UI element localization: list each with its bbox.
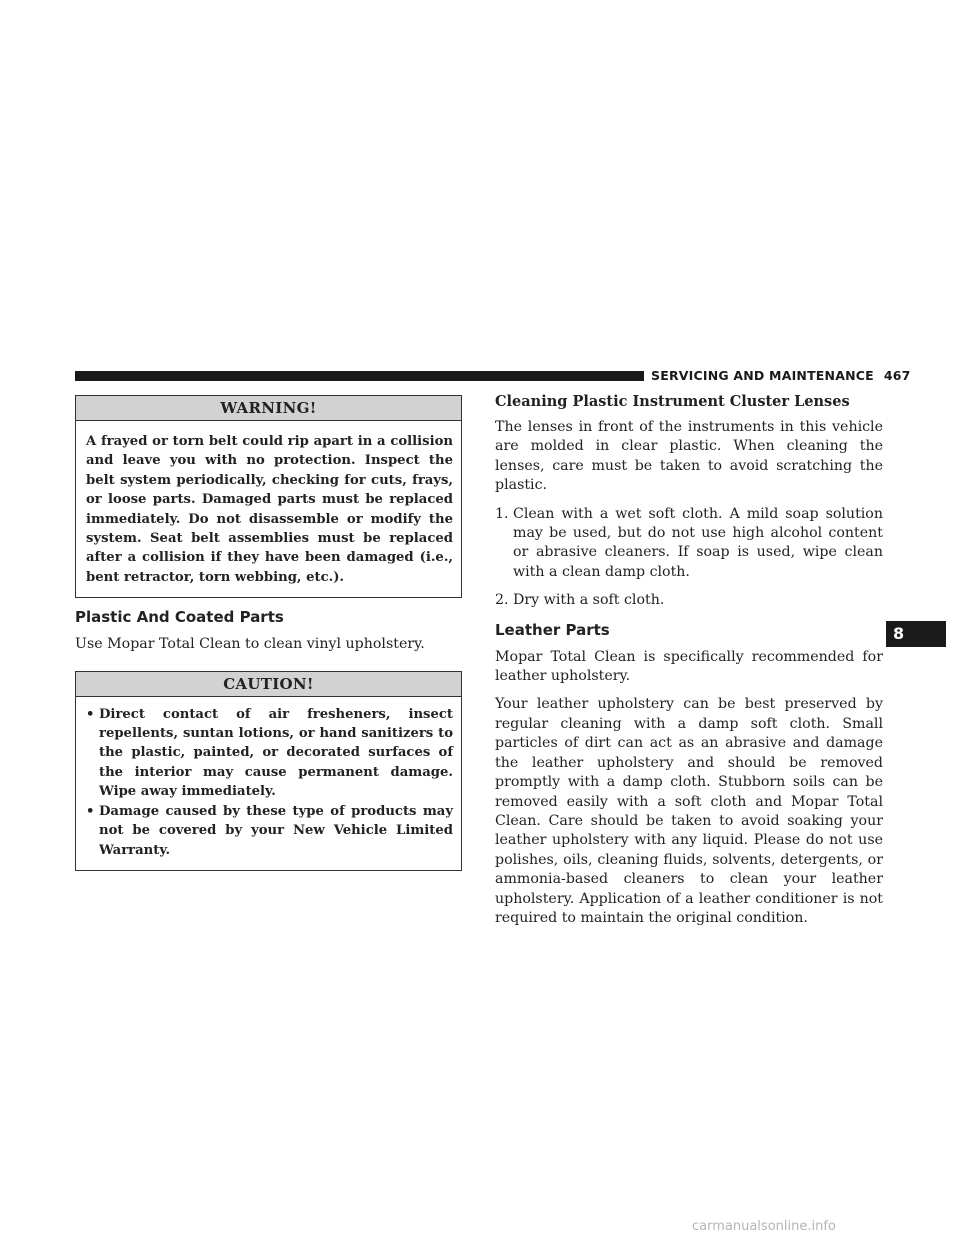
plastic-parts-heading: Plastic And Coated Parts — [75, 608, 284, 627]
step-number: 2. — [495, 592, 509, 609]
lenses-steps — [495, 505, 883, 611]
bullet-icon: • — [86, 706, 95, 722]
header-rule — [75, 371, 644, 381]
caution-box — [75, 671, 462, 871]
lenses-text: The lenses in front of the instruments in this vehicle are molded in clear plastic. When cleaning the lenses, care must be taken to avoid scratching the plastic. — [495, 419, 883, 494]
leather-parts-heading: Leather Parts — [495, 620, 610, 639]
lenses-heading: Cleaning Plastic Instrument Cluster Lenses — [495, 393, 850, 410]
leather-text-2: Your leather upholstery can be best preserved by regular cleaning with a damp soft cloth. Small particles of dirt can act as an abrasive and damage the leather upholstery and should be removed promptly with a damp cloth. Stubborn soils can be removed easily with a soft cloth and Mopar Total Clean. Care should be taken to avoid soaking your leather upholstery with any liquid. Please do not use polishes, oils, cleaning fluids, solvents, detergents, or ammonia-based cleaners to clean your leather upholstery. Application of a leather conditioner is not required to maintain the original condition. — [495, 696, 883, 926]
caution-item-text: Direct contact of air fresheners, insect repellents, suntan lotions, or hand sanitizers to the plastic, painted, or decorated surfaces of the interior may cause permanent damage. Wipe away immediately. — [99, 706, 453, 800]
step-number: 1. — [495, 505, 509, 522]
step-item — [495, 591, 883, 610]
caution-item-text: Damage caused by these type of products may not be covered by your New Vehicle Limited Warranty. — [99, 803, 453, 858]
warning-text: A frayed or torn belt could rip apart in a collision and leave you with no protection. Inspect the belt system periodically, checking for cuts, frays, or loose parts. Damaged parts must be replaced immediately. Do not disassemble or modify the system. Seat belt assemblies must be replaced after a collision if they have been damaged (i.e., bent retractor, torn webbing, etc.). — [86, 434, 453, 585]
caution-body — [76, 697, 461, 870]
step-text: Dry with a soft cloth. — [513, 592, 665, 609]
bullet-icon: • — [86, 803, 95, 819]
running-header — [651, 368, 911, 383]
caution-item — [86, 705, 453, 802]
caution-list — [86, 705, 453, 860]
leather-text-1: Mopar Total Clean is specifically recommended for leather upholstery. — [495, 648, 883, 685]
right-column — [495, 393, 883, 928]
plastic-parts-text: Use Mopar Total Clean to clean vinyl upholstery. — [75, 636, 425, 653]
header-section-title: SERVICING AND MAINTENANCE — [651, 368, 874, 383]
caution-item — [86, 802, 453, 860]
caution-title: CAUTION! — [76, 672, 461, 697]
warning-title: WARNING! — [76, 396, 461, 421]
step-item — [495, 505, 883, 583]
page-number: 467 — [883, 368, 911, 383]
warning-box — [75, 395, 462, 598]
left-column — [75, 395, 462, 871]
watermark: carmanualsonline.info — [692, 1219, 836, 1234]
step-text: Clean with a wet soft cloth. A mild soap solution may be used, but do not use high alcohol content or abrasive cleaners. If soap is used, wipe clean with a clean damp cloth. — [513, 505, 883, 580]
chapter-tab: 8 — [886, 621, 946, 647]
